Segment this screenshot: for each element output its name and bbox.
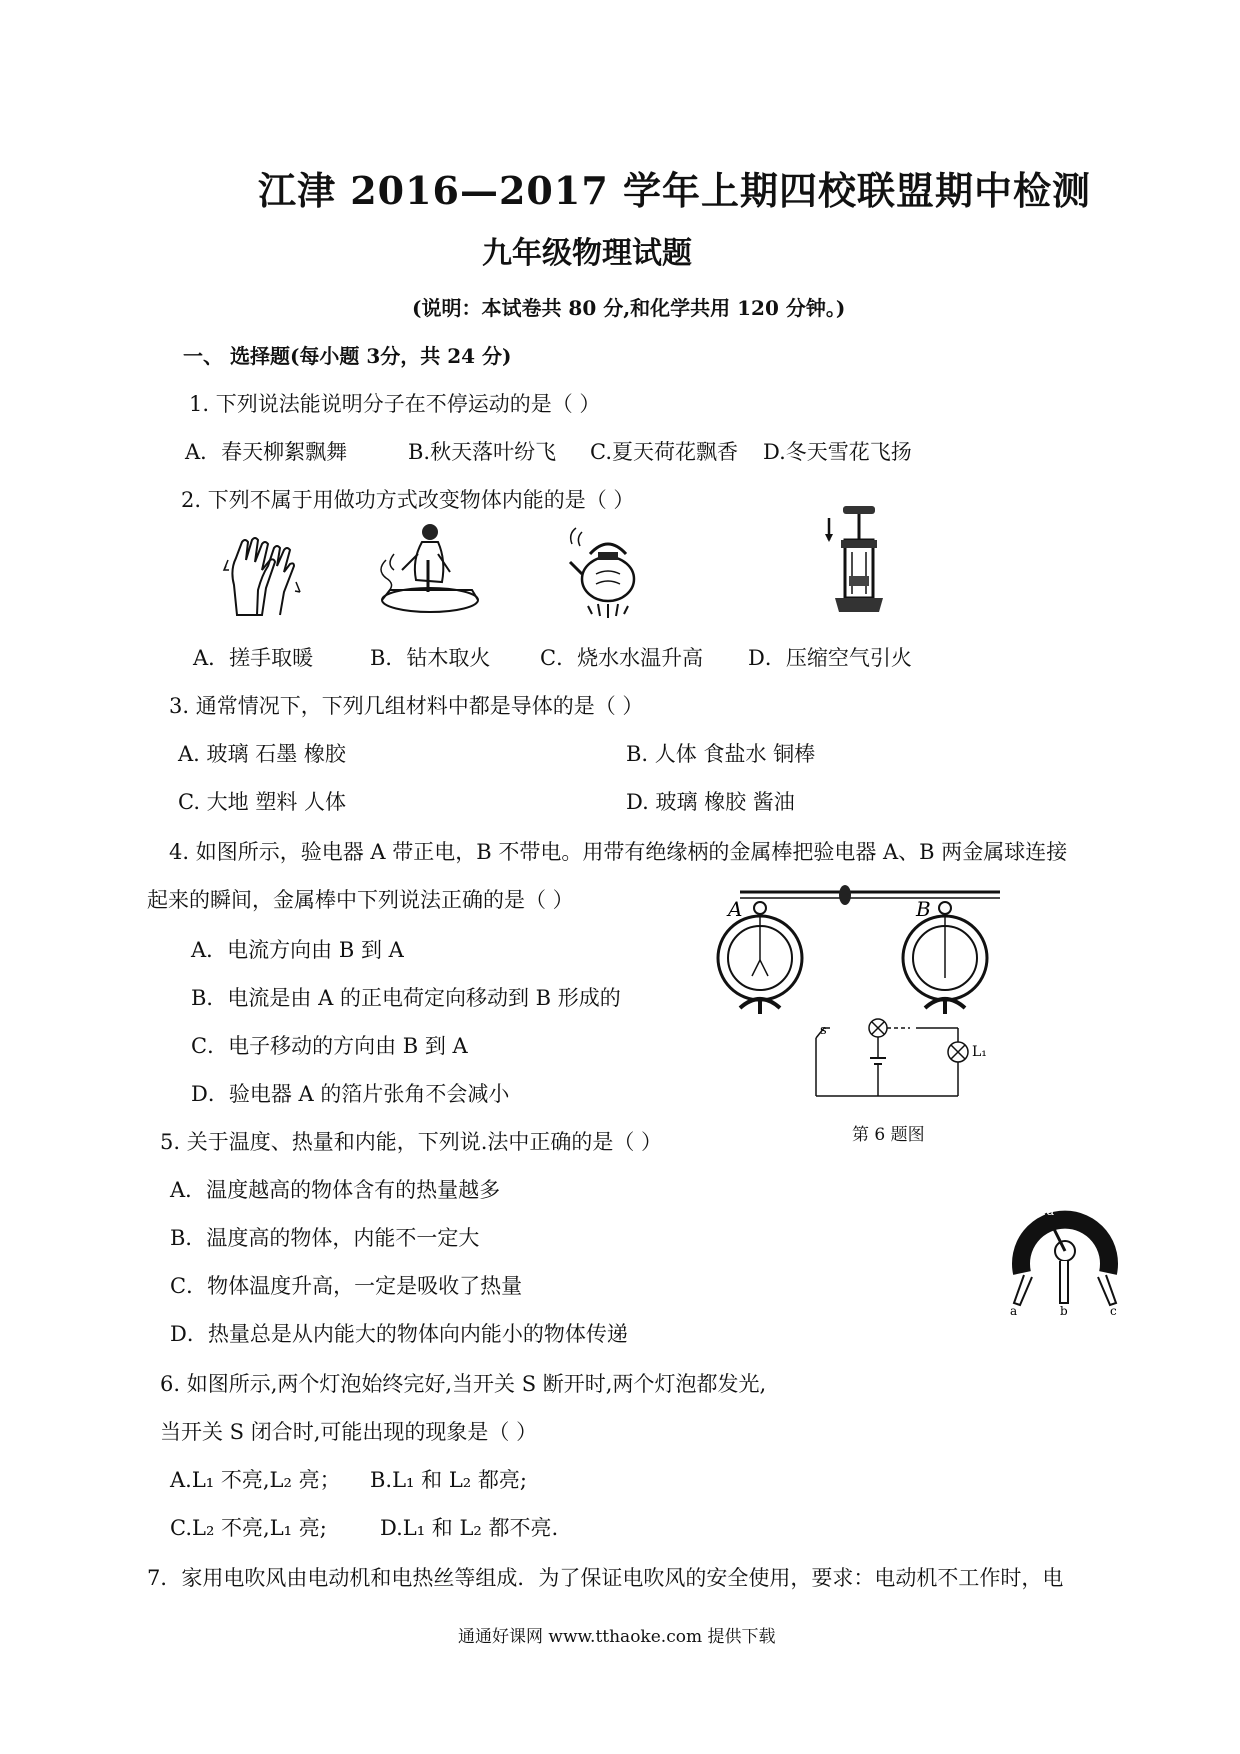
q4-option-d: D．验电器 A 的箔片张角不会减小 bbox=[191, 1082, 510, 1106]
rheostat-label-a: a bbox=[1010, 1304, 1018, 1318]
q3-option-a: A. 玻璃 石墨 橡胶 bbox=[178, 742, 346, 766]
q4-option-c: C．电子移动的方向由 B 到 A bbox=[191, 1034, 468, 1058]
exam-title: 江津 2016—2017 学年上期四校联盟期中检测 bbox=[258, 168, 1091, 213]
q3-option-c: C. 大地 塑料 人体 bbox=[178, 790, 347, 814]
rubbing-hands-icon bbox=[222, 530, 302, 620]
question-5-stem: 5. 关于温度、热量和内能，下列说.法中正确的是（ ） bbox=[160, 1130, 663, 1154]
question-3-stem: 3. 通常情况下，下列几组材料中都是导体的是（ ） bbox=[169, 694, 644, 718]
q1-option-c: C.夏天荷花飘香 bbox=[590, 440, 738, 464]
q3-option-d: D. 玻璃 橡胶 酱油 bbox=[626, 790, 795, 814]
question-4-stem-line2: 起来的瞬间，金属棒中下列说法正确的是（ ） bbox=[147, 888, 574, 912]
switch-label: s bbox=[820, 1023, 827, 1038]
q2-option-d: D．压缩空气引火 bbox=[748, 646, 912, 670]
q6-option-c: C.L₂ 不亮,L₁ 亮; bbox=[170, 1516, 327, 1540]
question-2-stem: 2. 下列不属于用做功方式改变物体内能的是（ ） bbox=[181, 488, 635, 512]
q2-option-c: C．烧水水温升高 bbox=[540, 646, 704, 670]
rheostat-label-c: c bbox=[1110, 1304, 1117, 1318]
q5-option-d: D．热量总是从内能大的物体向内能小的物体传递 bbox=[170, 1322, 628, 1346]
exam-note: (说明：本试卷共 80 分,和化学共用 120 分钟。) bbox=[412, 296, 846, 320]
q1-option-a: A．春天柳絮飘舞 bbox=[185, 440, 348, 464]
electroscope-figure bbox=[720, 880, 1020, 1110]
air-compression-icon bbox=[815, 500, 885, 622]
q4-option-b: B．电流是由 A 的正电荷定向移动到 B 形成的 bbox=[191, 986, 621, 1010]
question-1-stem: 1. 下列说法能说明分子在不停运动的是（ ） bbox=[189, 392, 601, 416]
q4-option-a: A．电流方向由 B 到 A bbox=[191, 938, 404, 962]
q6-option-d: D.L₁ 和 L₂ 都不亮. bbox=[380, 1516, 559, 1540]
boiling-kettle-icon bbox=[568, 524, 648, 619]
lamp-label: L₁ bbox=[972, 1044, 987, 1060]
fig-label-b: B bbox=[916, 897, 931, 921]
q1-option-d: D.冬天雪花飞扬 bbox=[763, 440, 912, 464]
question-6-stem-line2: 当开关 S 闭合时,可能出现的现象是（ ） bbox=[160, 1420, 538, 1444]
q2-option-b: B．钻木取火 bbox=[370, 646, 491, 670]
question-7-stem: 7．家用电吹风由电动机和电热丝等组成．为了保证电吹风的安全使用，要求：电动机不工作时，电 bbox=[147, 1566, 1064, 1590]
q1-option-b: B.秋天落叶纷飞 bbox=[408, 440, 557, 464]
q2-option-a: A．搓手取暖 bbox=[193, 646, 314, 670]
rheostat-label-b: b bbox=[1060, 1304, 1068, 1318]
fig-label-a: A bbox=[728, 897, 743, 921]
question-6-stem-line1: 6. 如图所示,两个灯泡始终完好,当开关 S 断开时,两个灯泡都发光, bbox=[160, 1372, 767, 1396]
q6-option-b: B.L₁ 和 L₂ 都亮; bbox=[370, 1468, 527, 1492]
figure-6-caption: 第 6 题图 bbox=[852, 1125, 925, 1145]
section-heading: 一、 选择题(每小题 3分，共 24 分) bbox=[183, 344, 512, 368]
q5-option-a: A．温度越高的物体含有的热量越多 bbox=[170, 1178, 501, 1202]
question-4-stem-line1: 4. 如图所示，验电器 A 带正电，B 不带电。用带有绝缘柄的金属棒把验电器 A、B 两金属球连接 bbox=[169, 840, 1068, 864]
exam-subtitle: 九年级物理试题 bbox=[482, 236, 692, 271]
rheostat-label-d: d bbox=[1046, 1204, 1055, 1219]
q5-option-c: C．物体温度升高，一定是吸收了热量 bbox=[170, 1274, 523, 1298]
q5-option-b: B．温度高的物体，内能不一定大 bbox=[170, 1226, 480, 1250]
q6-option-a: A.L₁ 不亮,L₂ 亮； bbox=[170, 1468, 341, 1492]
rheostat-icon bbox=[1010, 1195, 1120, 1318]
page-footer: 通通好课网 www.tthaoke.com 提供下载 bbox=[458, 1627, 776, 1647]
drilling-wood-icon bbox=[372, 520, 482, 620]
q3-option-b: B. 人体 食盐水 铜棒 bbox=[626, 742, 816, 766]
